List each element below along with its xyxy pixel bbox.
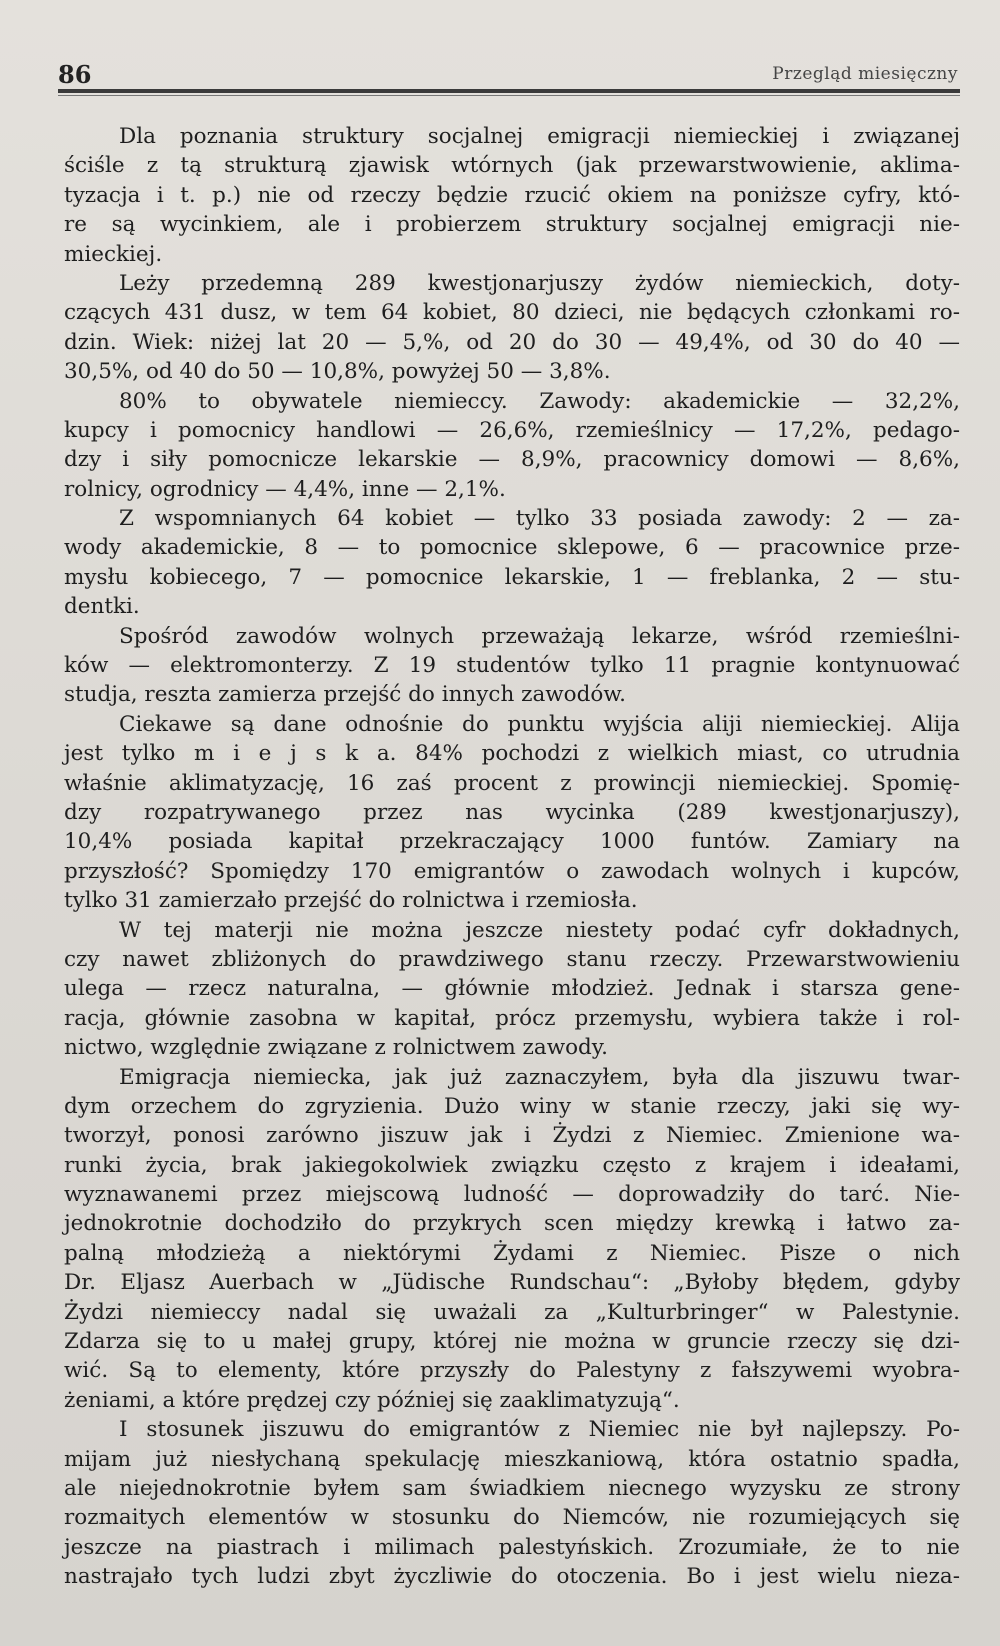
text-line: jednokrotnie dochodziło do przykrych scen między krewką i łatwo za- <box>64 1211 960 1237</box>
text-line: jeszcze na piastrach i milimach palestyńskich. Zrozumiałe, że to nie <box>64 1534 960 1560</box>
text-line: studja, reszta zamierza przejść do innych zawodów. <box>64 682 627 708</box>
text-line: żeniami, a które prędzej czy później się zaaklimatyzują“. <box>64 1387 680 1413</box>
text-line: ściśle z tą strukturą zjawisk wtórnych (jak przewarstwowienie, aklima- <box>64 153 960 179</box>
text-line: rolnicy, ogrodnicy — 4,4%, inne — 2,1%. <box>64 476 506 502</box>
text-line: właśnie aklimatyzację, 16 zaś procent z prowincji niemieckiej. Spomię- <box>64 770 960 796</box>
body-text <box>64 122 960 1592</box>
text-line: jest tylko m i e j s k a. 84% pochodzi z wielkich miast, co utrudnia <box>64 741 960 767</box>
text-line: Ciekawe są dane odnośnie do punktu wyjścia aliji niemieckiej. Alija <box>119 711 960 737</box>
text-line: Dla poznania struktury socjalnej emigracji niemieckiej i związanej <box>119 124 960 149</box>
text-line: dzin. Wiek: niżej lat 20 — 5,%, od 20 do 30 — 49,4%, od 30 do 40 — <box>64 329 960 355</box>
text-line: przyszłość? Spomiędzy 170 emigrantów o zawodach wolnych i kupców, <box>64 858 960 884</box>
text-line: racja, głównie zasobna w kapitał, prócz przemysłu, wybiera także i rol- <box>64 1005 960 1031</box>
text-line: dentki. <box>64 594 140 620</box>
running-head: Przegląd miesięczny <box>772 64 958 84</box>
text-line: mysłu kobiecego, 7 — pomocnice lekarskie, 1 — freblanka, 2 — stu- <box>64 564 960 590</box>
text-line: kupcy i pomocnicy handlowi — 26,6%, rzemieślnicy — 17,2%, pedago- <box>64 417 960 443</box>
text-line: nastrajało tych ludzi zbyt życzliwie do otoczenia. Bo i jest wielu nieza- <box>64 1564 960 1590</box>
text-line: Zdarza się to u małej grupy, której nie można w gruncie rzeczy się dzi- <box>64 1329 960 1355</box>
text-line: dym orzechem do zgryzienia. Dużo winy w stanie rzeczy, jaki się wy- <box>64 1093 960 1119</box>
text-line: Spośród zawodów wolnych przeważają lekarze, wśród rzemieślni- <box>119 623 960 649</box>
text-line: nictwo, względnie związane z rolnictwem zawody. <box>64 1035 608 1061</box>
text-line: Leży przedemną 289 kwestjonarjuszy żydów niemieckich, doty- <box>119 270 960 296</box>
text-line: Z wspomnianych 64 kobiet — tylko 33 posiada zawody: 2 — za- <box>119 506 960 532</box>
text-line: 30,5%, od 40 do 50 — 10,8%, powyżej 50 — 3,8%. <box>64 359 611 385</box>
text-line: wody akademickie, 8 — to pomocnice sklepowe, 6 — pracownice prze- <box>64 535 960 561</box>
header-rule <box>58 89 960 93</box>
text-line: ulega — rzecz naturalna, — głównie młodzież. Jednak i starsza gene- <box>64 976 960 1002</box>
page-number: 86 <box>58 60 92 89</box>
text-line: re są wycinkiem, ale i probierzem struktury socjalnej emigracji nie- <box>64 212 960 238</box>
text-line: mieckiej. <box>64 241 163 267</box>
text-line: mijam już niesłychaną spekulację mieszkaniową, która ostatnio spadła, <box>64 1446 960 1472</box>
text-line: dzy rozpatrywanego przez nas wycinka (289 kwestjonarjuszy), <box>64 799 960 825</box>
text-line: 10,4% posiada kapitał przekraczający 1000 funtów. Zamiary na <box>64 829 960 855</box>
text-line: runki życia, brak jakiegokolwiek związku często z krajem i ideałami, <box>64 1152 960 1178</box>
text-line: W tej materji nie można jeszcze niestety podać cyfr dokładnych, <box>119 917 960 943</box>
text-line: Emigracja niemiecka, jak już zaznaczyłem, była dla jiszuwu twar- <box>119 1064 960 1090</box>
text-line: palną młodzieżą a niektórymi Żydami z Niemiec. Pisze o nich <box>64 1240 960 1266</box>
text-line: wić. Są to elementy, które przyszły do Palestyny z fałszywemi wyobra- <box>64 1358 960 1384</box>
text-line: czy nawet zbliżonych do prawdziwego stanu rzeczy. Przewarstwowieniu <box>64 946 960 972</box>
text-line: tyzacja i t. p.) nie od rzeczy będzie rzucić okiem na poniższe cyfry, któ- <box>64 182 960 208</box>
text-line: Dr. Eljasz Auerbach w „Jüdische Rundschau“: „Byłoby błędem, gdyby <box>64 1270 960 1296</box>
text-line: dzy i siły pomocnicze lekarskie — 8,9%, pracownicy domowi — 8,6%, <box>64 447 960 473</box>
text-line: I stosunek jiszuwu do emigrantów z Niemiec nie był najlepszy. Po- <box>119 1417 960 1443</box>
text-line: rozmaitych elementów w stosunku do Niemców, nie rozumiejących się <box>64 1505 960 1531</box>
page-header <box>58 58 958 92</box>
text-line: wyznawanemi przez miejscową ludność — doprowadziły do tarć. Nie- <box>64 1182 960 1208</box>
text-line: 80% to obywatele niemieccy. Zawody: akademickie — 32,2%, <box>119 388 960 414</box>
text-line: ale niejednokrotnie byłem sam świadkiem niecnego wyzysku ze strony <box>64 1475 960 1501</box>
header-rule-thin <box>58 95 960 96</box>
text-line: ków — elektromonterzy. Z 19 studentów tylko 11 pragnie kontynuować <box>64 653 960 679</box>
text-line: tworzył, ponosi zarówno jiszuw jak i Żydzi z Niemiec. Zmienione wa- <box>64 1123 960 1149</box>
text-line: Żydzi niemieccy nadal się uważali za „Kulturbringer“ w Palestynie. <box>64 1299 960 1325</box>
text-line: tylko 31 zamierzało przejść do rolnictwa i rzemiosła. <box>64 888 638 914</box>
text-line: czących 431 dusz, w tem 64 kobiet, 80 dzieci, nie będących członkami ro- <box>64 300 960 326</box>
